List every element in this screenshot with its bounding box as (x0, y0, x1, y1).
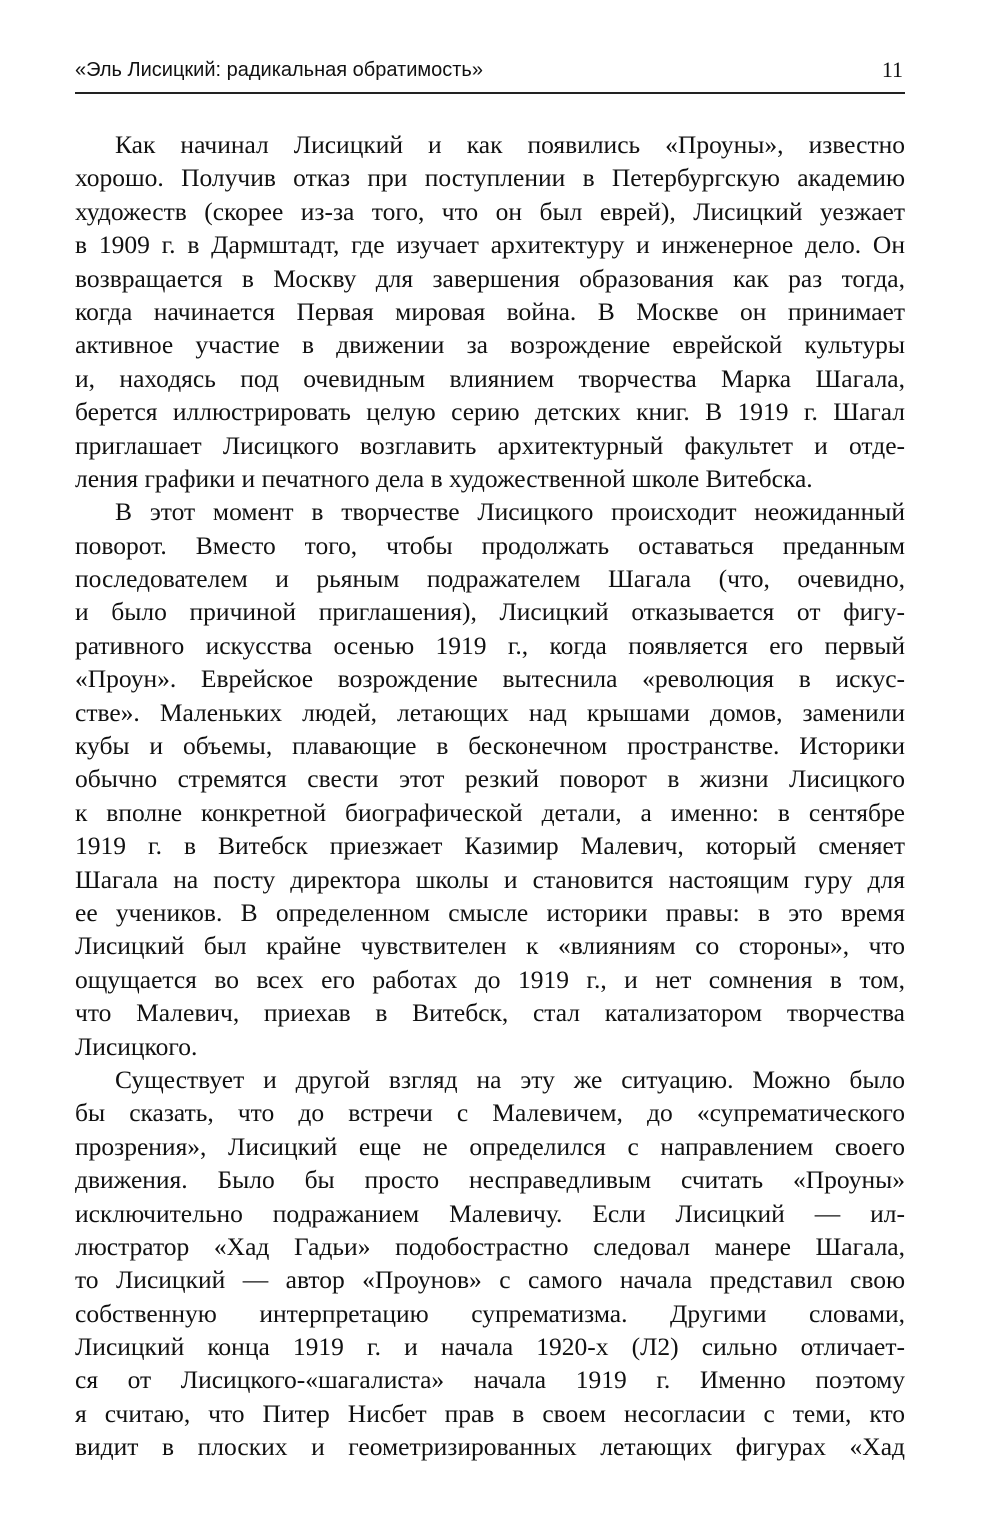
text-line: то Лисицкий — автор «Проунов» с самого начала представил свою (75, 1265, 905, 1295)
text-line: движения. Было бы просто несправедливым считать «Проуны» (75, 1165, 905, 1195)
text-line: ления графики и печатного дела в художественной школе Витебска. (75, 463, 813, 493)
text-line: приглашает Лисицкого возглавить архитектурный факультет и отде- (75, 430, 905, 460)
text-line: я считаю, что Питер Нисбет прав в своем несогласии с теми, кто (75, 1398, 905, 1428)
running-header (75, 52, 905, 94)
text-line: что Малевич, приехав в Витебск, стал катализатором творчества (75, 998, 905, 1028)
text-line: когда начинается Первая мировая война. В Москве он принимает (75, 296, 905, 326)
text-line: В этот момент в творчестве Лисицкого происходит неожиданный (115, 497, 905, 527)
text-line: ее учеников. В определенном смысле историки правы: в это время (75, 897, 905, 927)
text-line: видит в плоских и геометризированных летающих фигурах «Хад (75, 1432, 905, 1462)
text-line: Лисицкий был крайне чувствителен к «влияниям со стороны», что (75, 931, 905, 961)
text-line: «Проун». Еврейское возрождение вытеснила «революция в искус- (75, 664, 905, 694)
page-number: 11 (881, 57, 903, 82)
text-line: стве». Маленьких людей, летающих над крышами домов, заменили (75, 697, 905, 727)
text-line: Лисицкого. (75, 1031, 198, 1061)
text-line: возвращается в Москву для завершения образования как раз тогда, (75, 263, 905, 293)
text-line: кубы и объемы, плавающие в бесконечном пространстве. Историки (75, 731, 905, 761)
text-line: в 1909 г. в Дармштадт, где изучает архитектуру и инженерное дело. Он (75, 230, 905, 260)
text-line: Шагала на посту директора школы и становится настоящим гуру для (75, 864, 905, 894)
text-line: последователем и рьяным подражателем Шагала (что, очевидно, (75, 564, 905, 594)
text-line: ративного искусства осенью 1919 г., когда появляется его первый (75, 630, 905, 660)
body-text (75, 128, 905, 1464)
text-line: Лисицкий конца 1919 г. и начала 1920-х (Л2) сильно отличает- (75, 1332, 905, 1362)
text-line: и, находясь под очевидным влиянием творчества Марка Шагала, (75, 363, 905, 393)
text-line: Существует и другой взгляд на эту же ситуацию. Можно было (115, 1064, 905, 1094)
text-line: ся от Лисицкого-«шагалиста» начала 1919 г. Именно поэтому (75, 1365, 905, 1395)
text-line: обычно стремятся свести этот резкий поворот в жизни Лисицкого (75, 764, 905, 794)
running-title: «Эль Лисицкий: радикальная обратимость» (75, 59, 483, 81)
text-line: берется иллюстрировать целую серию детских книг. В 1919 г. Шагал (75, 397, 905, 427)
text-line: активное участие в движении за возрождение еврейской культуры (75, 330, 905, 360)
text-line: 1919 г. в Витебск приезжает Казимир Малевич, который сменяет (75, 831, 905, 861)
text-line: люстратор «Хад Гадьи» подобострастно следовал манере Шагала, (75, 1231, 905, 1261)
text-line: художеств (скорее из-за того, что он был еврей), Лисицкий уезжает (75, 196, 905, 226)
text-line: собственную интерпретацию супрематизма. Другими словами, (75, 1298, 905, 1328)
text-line: к вполне конкретной биографической детали, а именно: в сентябре (75, 797, 905, 827)
text-line: поворот. Вместо того, чтобы продолжать оставаться преданным (75, 530, 905, 560)
text-line: и было причиной приглашения), Лисицкий отказывается от фигу- (75, 597, 905, 627)
text-line: бы сказать, что до встречи с Малевичем, до «супрематического (75, 1098, 905, 1128)
text-line: ощущается во всех его работах до 1919 г., и нет сомнения в том, (75, 964, 905, 994)
text-line: хорошо. Получив отказ при поступлении в Петербургскую академию (75, 163, 905, 193)
text-line: исключительно подражанием Малевичу. Если Лисицкий — ил- (75, 1198, 905, 1228)
text-line: прозрения», Лисицкий еще не определился с направлением своего (75, 1131, 905, 1161)
text-line: Как начинал Лисицкий и как появились «Проуны», известно (115, 130, 905, 159)
